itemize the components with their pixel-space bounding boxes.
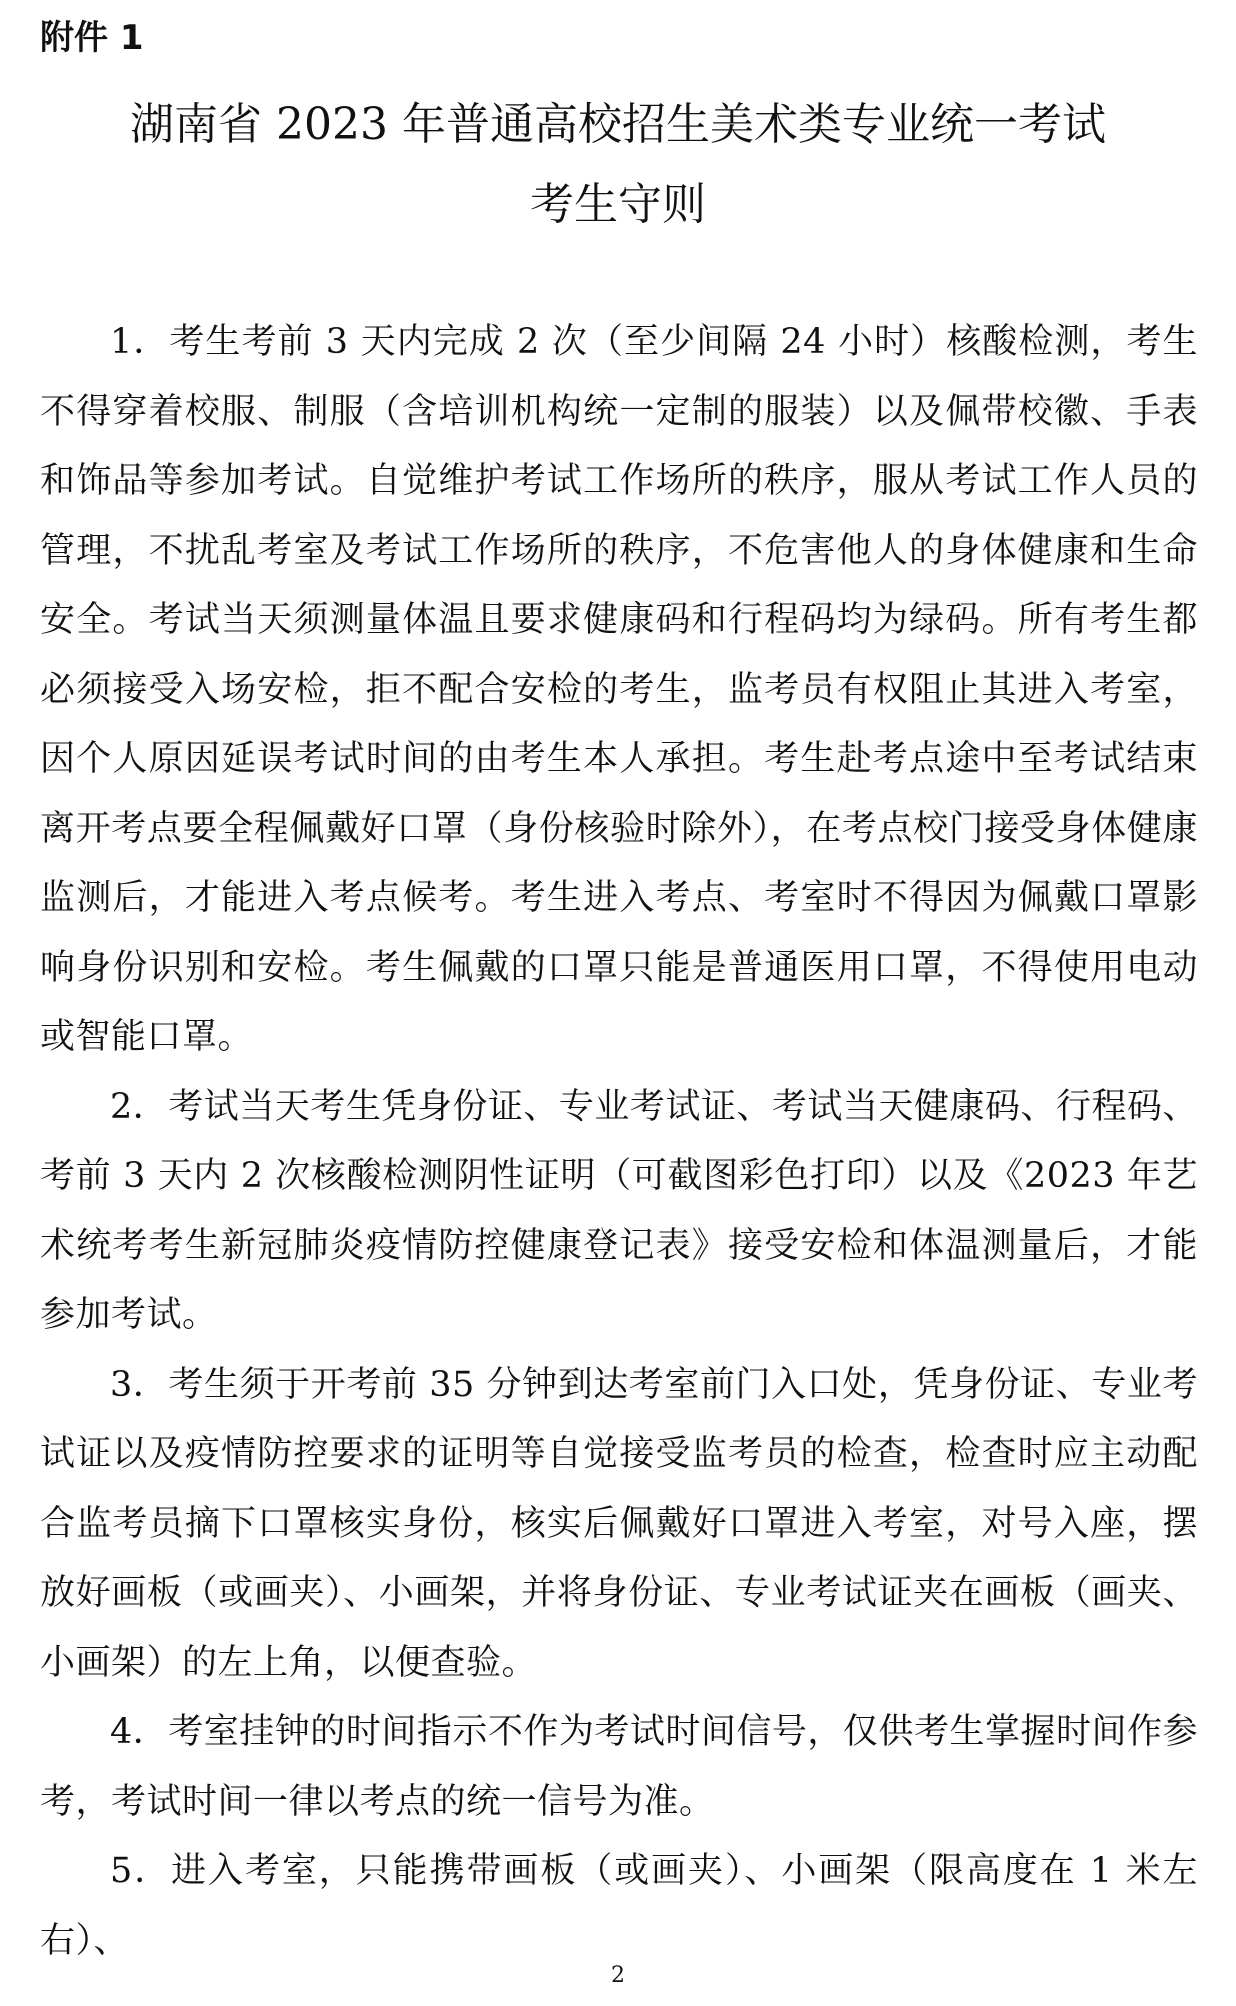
paragraph-rule-4: 4．考室挂钟的时间指示不作为考试时间信号，仅供考生掌握时间作参考，考试时间一律以考点的统一信号为准。 [40, 1712, 1198, 1822]
paragraph-rule-5: 5．进入考室，只能携带画板（或画夹）、小画架（限高度在 1 米左右）、 [40, 1851, 1198, 1961]
annex-label: 附件 1 [40, 18, 144, 58]
paragraph-rule-2: 2．考试当天考生凭身份证、专业考试证、考试当天健康码、行程码、考前 3 天内 2 次核酸检测阴性证明（可截图彩色打印）以及《2023 年艺术统考考生新冠肺炎疫情防控健康登记表》接受安检和体温测量后，才能参加考试。 [40, 1086, 1198, 1335]
page-number: 2 [611, 1963, 625, 1988]
document-subtitle: 考生守则 [530, 179, 706, 230]
document-title: 湖南省 2023 年普通高校招生美术类专业统一考试 [130, 99, 1106, 150]
paragraph-rule-3: 3．考生须于开考前 35 分钟到达考室前门入口处，凭身份证、专业考试证以及疫情防控要求的证明等自觉接受监考员的检查，检查时应主动配合监考员摘下口罩核实身份，核实后佩戴好口罩进入考室，对号入座，摆放好画板（或画夹）、小画架，并将身份证、专业考试证夹在画板（画夹、小画架）的左上角，以便查验。 [40, 1364, 1198, 1683]
paragraph-rule-1: 1．考生考前 3 天内完成 2 次（至少间隔 24 小时）核酸检测，考生不得穿着校服、制服（含培训机构统一定制的服装）以及佩带校徽、手表和饰品等参加考试。自觉维护考试工作场所的秩序，服从考试工作人员的管理，不扰乱考室及考试工作场所的秩序，不危害他人的身体健康和生命安全。考试当天须测量体温且要求健康码和行程码均为绿码。所有考生都必须接受入场安检，拒不配合安检的考生，监考员有权阻止其进入考室，因个人原因延误考试时间的由考生本人承担。考生赴考点途中至考试结束离开考点要全程佩戴好口罩（身份核验时除外），在考点校门接受身体健康监测后，才能进入考点候考。考生进入考点、考室时不得因为佩戴口罩影响身份识别和安检。考生佩戴的口罩只能是普通医用口罩，不得使用电动或智能口罩。 [40, 322, 1198, 1057]
document-body [40, 308, 1198, 1976]
